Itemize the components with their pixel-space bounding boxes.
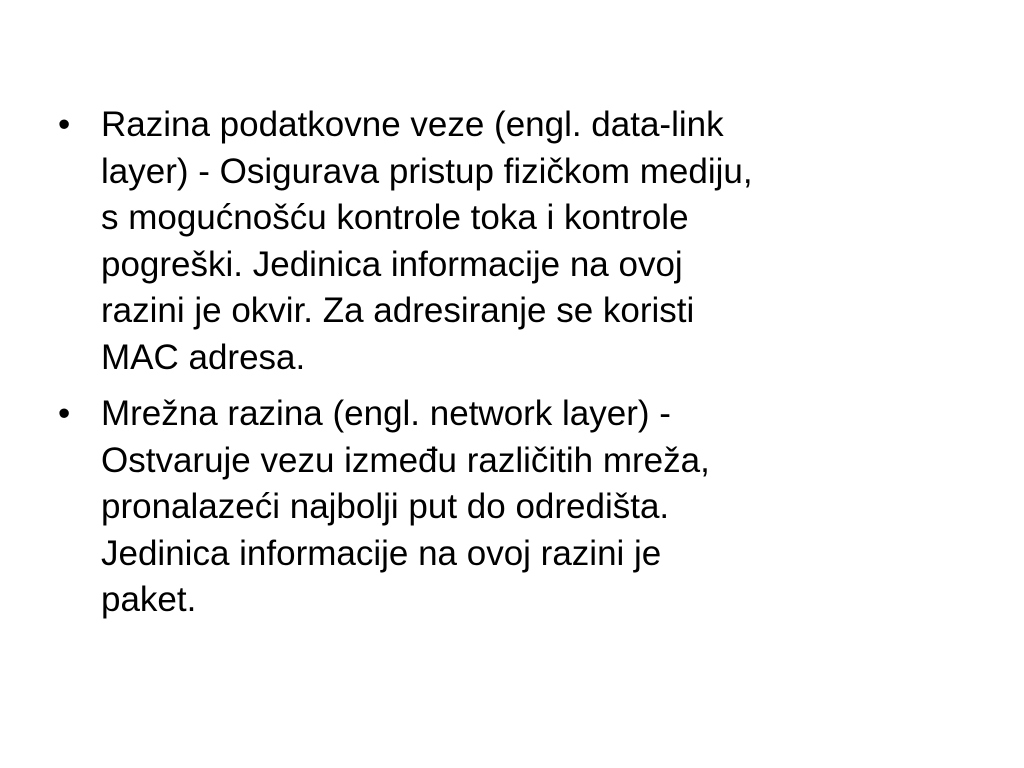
bullet-item-network-layer (58, 391, 958, 624)
bullet-text-line: paket. (101, 580, 197, 619)
bullet-text-line: MAC adresa. (101, 337, 306, 377)
bullet-text-line: razini je okvir. Za adresiranje se koristi (101, 291, 695, 330)
bullet-marker: • (58, 105, 71, 144)
bullet-text-line: pronalazeći najbolji put do odredišta. (101, 487, 670, 526)
bullet-text-line: s mogućnošću kontrole toka i kontrole (101, 198, 689, 237)
bullet-text-line: pogreški. Jedinica informacije na ovoj (101, 244, 683, 284)
bullet-list (58, 102, 958, 634)
bullet-text-line: Jedinica informacije na ovoj razini je (101, 533, 662, 573)
bullet-text-line: Mrežna razina (engl. network layer) - (101, 394, 671, 433)
bullet-marker: • (58, 394, 71, 433)
bullet-item-data-link-layer (58, 102, 958, 381)
bullet-text-line: Razina podatkovne veze (engl. data-link (101, 105, 724, 144)
bullet-text-line: layer) - Osigurava pristup fizičkom mediju, (101, 151, 753, 191)
bullet-text-line: Ostvaruje vezu između različitih mreža, (101, 440, 710, 480)
